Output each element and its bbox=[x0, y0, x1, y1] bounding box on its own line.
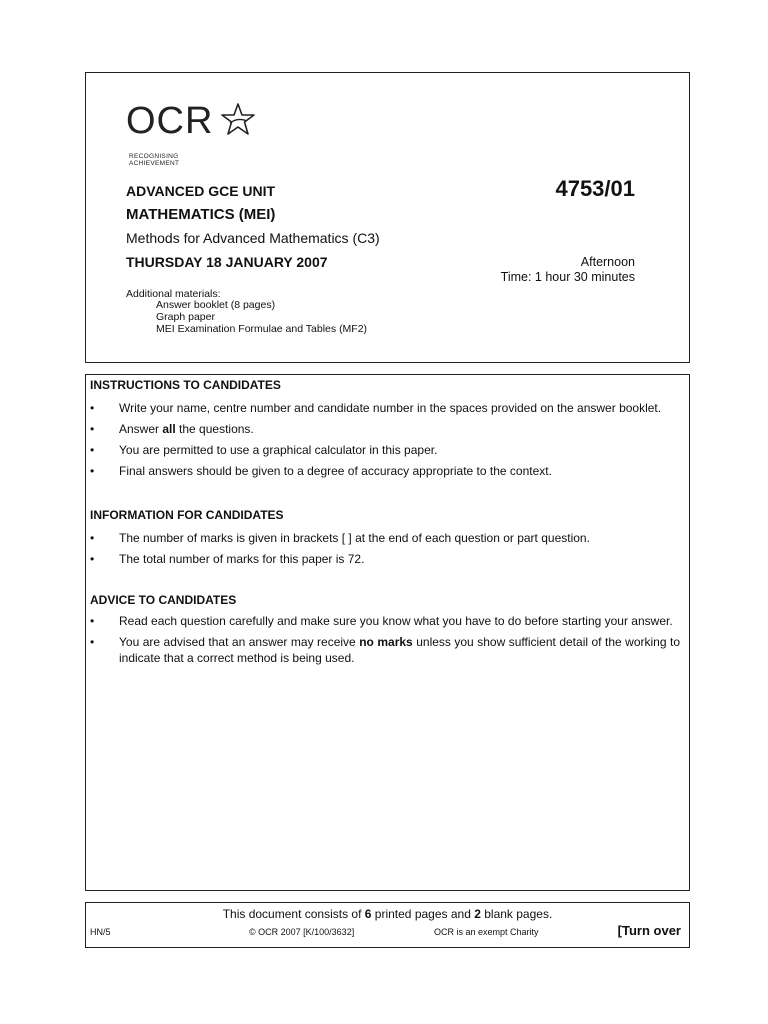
turn-over-label: [Turn over bbox=[617, 923, 681, 938]
list-item: • The total number of marks for this paper is 72. bbox=[90, 552, 365, 566]
advice-list bbox=[90, 613, 680, 671]
logo-text: OCR bbox=[126, 100, 214, 142]
charity-note: OCR is an exempt Charity bbox=[434, 927, 539, 937]
exam-date: THURSDAY 18 JANUARY 2007 bbox=[126, 254, 328, 270]
bullet: • bbox=[90, 531, 95, 545]
footer-panel bbox=[85, 902, 690, 948]
list-item: • You are advised that an answer may receive no marks unless you show sufficient detail of the working to indicate that a correct method is being used. bbox=[90, 635, 680, 665]
list-item: • Answer all the questions. bbox=[90, 422, 254, 436]
information-list bbox=[90, 530, 680, 572]
information-title: INFORMATION FOR CANDIDATES bbox=[90, 508, 284, 522]
bullet: • bbox=[90, 443, 95, 457]
bullet: • bbox=[90, 635, 95, 649]
logo-tagline: RECOGNISING ACHIEVEMENT bbox=[129, 153, 180, 167]
page-count-note: This document consists of 6 printed pages and 2 blank pages. bbox=[222, 907, 553, 921]
paper-title: Methods for Advanced Mathematics (C3) bbox=[126, 230, 380, 246]
list-item: • You are permitted to use a graphical calculator in this paper. bbox=[90, 443, 438, 457]
list-item: • The number of marks is given in brackets [ ] at the end of each question or part question. bbox=[90, 531, 590, 545]
document-ref: HN/5 bbox=[90, 927, 111, 937]
bullet: • bbox=[90, 464, 95, 478]
unit-title: ADVANCED GCE UNIT bbox=[126, 183, 276, 199]
bullet: • bbox=[90, 422, 95, 436]
session-label: Afternoon bbox=[580, 255, 635, 269]
bullet: • bbox=[90, 401, 95, 415]
list-item: • Write your name, centre number and candidate number in the spaces provided on the answer booklet. bbox=[90, 401, 662, 415]
star-icon bbox=[220, 103, 256, 137]
paper-code: 4753/01 bbox=[555, 176, 635, 201]
list-item: • Read each question carefully and make sure you know what you have to do before starting your answer. bbox=[90, 614, 673, 628]
copyright-note: © OCR 2007 [K/100/3632] bbox=[249, 927, 355, 937]
materials-heading: Additional materials: bbox=[126, 288, 221, 300]
bullet: • bbox=[90, 614, 95, 628]
materials-item: MEI Examination Formulae and Tables (MF2) bbox=[156, 322, 368, 335]
subject-title: MATHEMATICS (MEI) bbox=[126, 206, 276, 223]
instructions-list bbox=[90, 400, 680, 484]
header-panel bbox=[85, 72, 690, 363]
duration-label: Time: 1 hour 30 minutes bbox=[500, 270, 635, 284]
instructions-title: INSTRUCTIONS TO CANDIDATES bbox=[90, 378, 281, 392]
list-item: • Final answers should be given to a degree of accuracy appropriate to the context. bbox=[90, 464, 552, 478]
candidate-info-panel bbox=[85, 374, 690, 891]
bullet: • bbox=[90, 552, 95, 566]
materials-item: Answer booklet (8 pages) bbox=[156, 299, 276, 311]
materials-item: Graph paper bbox=[156, 310, 215, 323]
ocr-logo bbox=[126, 100, 214, 167]
advice-title: ADVICE TO CANDIDATES bbox=[90, 593, 237, 607]
materials-list bbox=[156, 300, 367, 335]
